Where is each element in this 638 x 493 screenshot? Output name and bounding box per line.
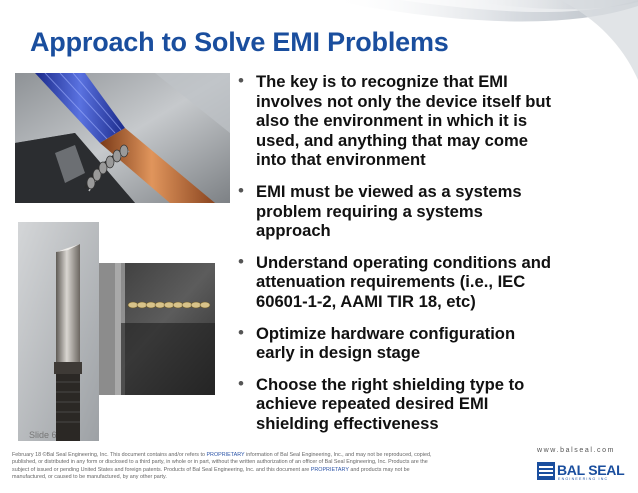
bullet-icon: • <box>238 373 244 393</box>
bullet-icon: • <box>238 251 244 271</box>
footer-text-start: February 18 ©Bal Seal Engineering, Inc. This document contains and/or refers to <box>12 452 207 458</box>
bullet-item <box>236 182 556 241</box>
bullet-text: Choose the right shielding type to achieve repeated desired EMI shielding effectiveness <box>256 374 525 433</box>
logo-subtext: ENGINEERING INC <box>558 477 609 481</box>
bullet-item <box>236 324 556 363</box>
website-link[interactable]: www.balseal.com <box>537 447 616 454</box>
cutaway-photo <box>15 73 230 203</box>
slide-title: Approach to Solve EMI Problems <box>30 27 449 57</box>
bullet-list <box>236 72 556 446</box>
bullet-item <box>236 375 556 434</box>
proprietary-label: PROPRIETARY <box>206 452 245 458</box>
bullet-icon: • <box>238 180 244 200</box>
footer-text-middle: information of Bal Seal Engineering, Inc., and may not be reproduced, copied, published, or distributed in any form or disclosed to a third party, in whole or in part, without the written authorization of an officer of Bal Seal Engineering, Inc. Products are the subject of issued or pending United States and foreign patents. Products of Bal Seal Engineering, Inc. and this document are <box>12 452 432 473</box>
bullet-icon: • <box>238 71 244 90</box>
bal-seal-logo-icon <box>537 462 555 480</box>
footer-text-end: and products may not be manufactured, or caused to be manufactured, by any other party. <box>12 466 410 481</box>
bullet-text: EMI must be viewed as a systems problem requiring a systems approach <box>256 181 522 241</box>
bullet-text: Understand operating conditions and attenuation requirements (i.e., IEC 60601-1-2, AAMI TIR 18, etc) <box>256 252 552 311</box>
bullet-item <box>236 72 556 170</box>
bullet-text: Optimize hardware configuration early in design stage <box>256 323 516 363</box>
bullet-icon: • <box>238 322 244 342</box>
slide-number: Slide 6 <box>29 430 57 440</box>
bullet-text: The key is to recognize that EMI involves not only the device itself but also the environment in which it is used, and anything that may come into that environment <box>256 72 552 170</box>
proprietary-label: PROPRIETARY <box>310 466 349 473</box>
footer-disclaimer <box>12 452 432 482</box>
bal-seal-logo <box>537 462 629 484</box>
probe-photo <box>18 222 99 441</box>
logo-text: BAL SEAL <box>557 462 625 478</box>
spring-photo <box>99 263 215 395</box>
bullet-item <box>236 253 556 312</box>
